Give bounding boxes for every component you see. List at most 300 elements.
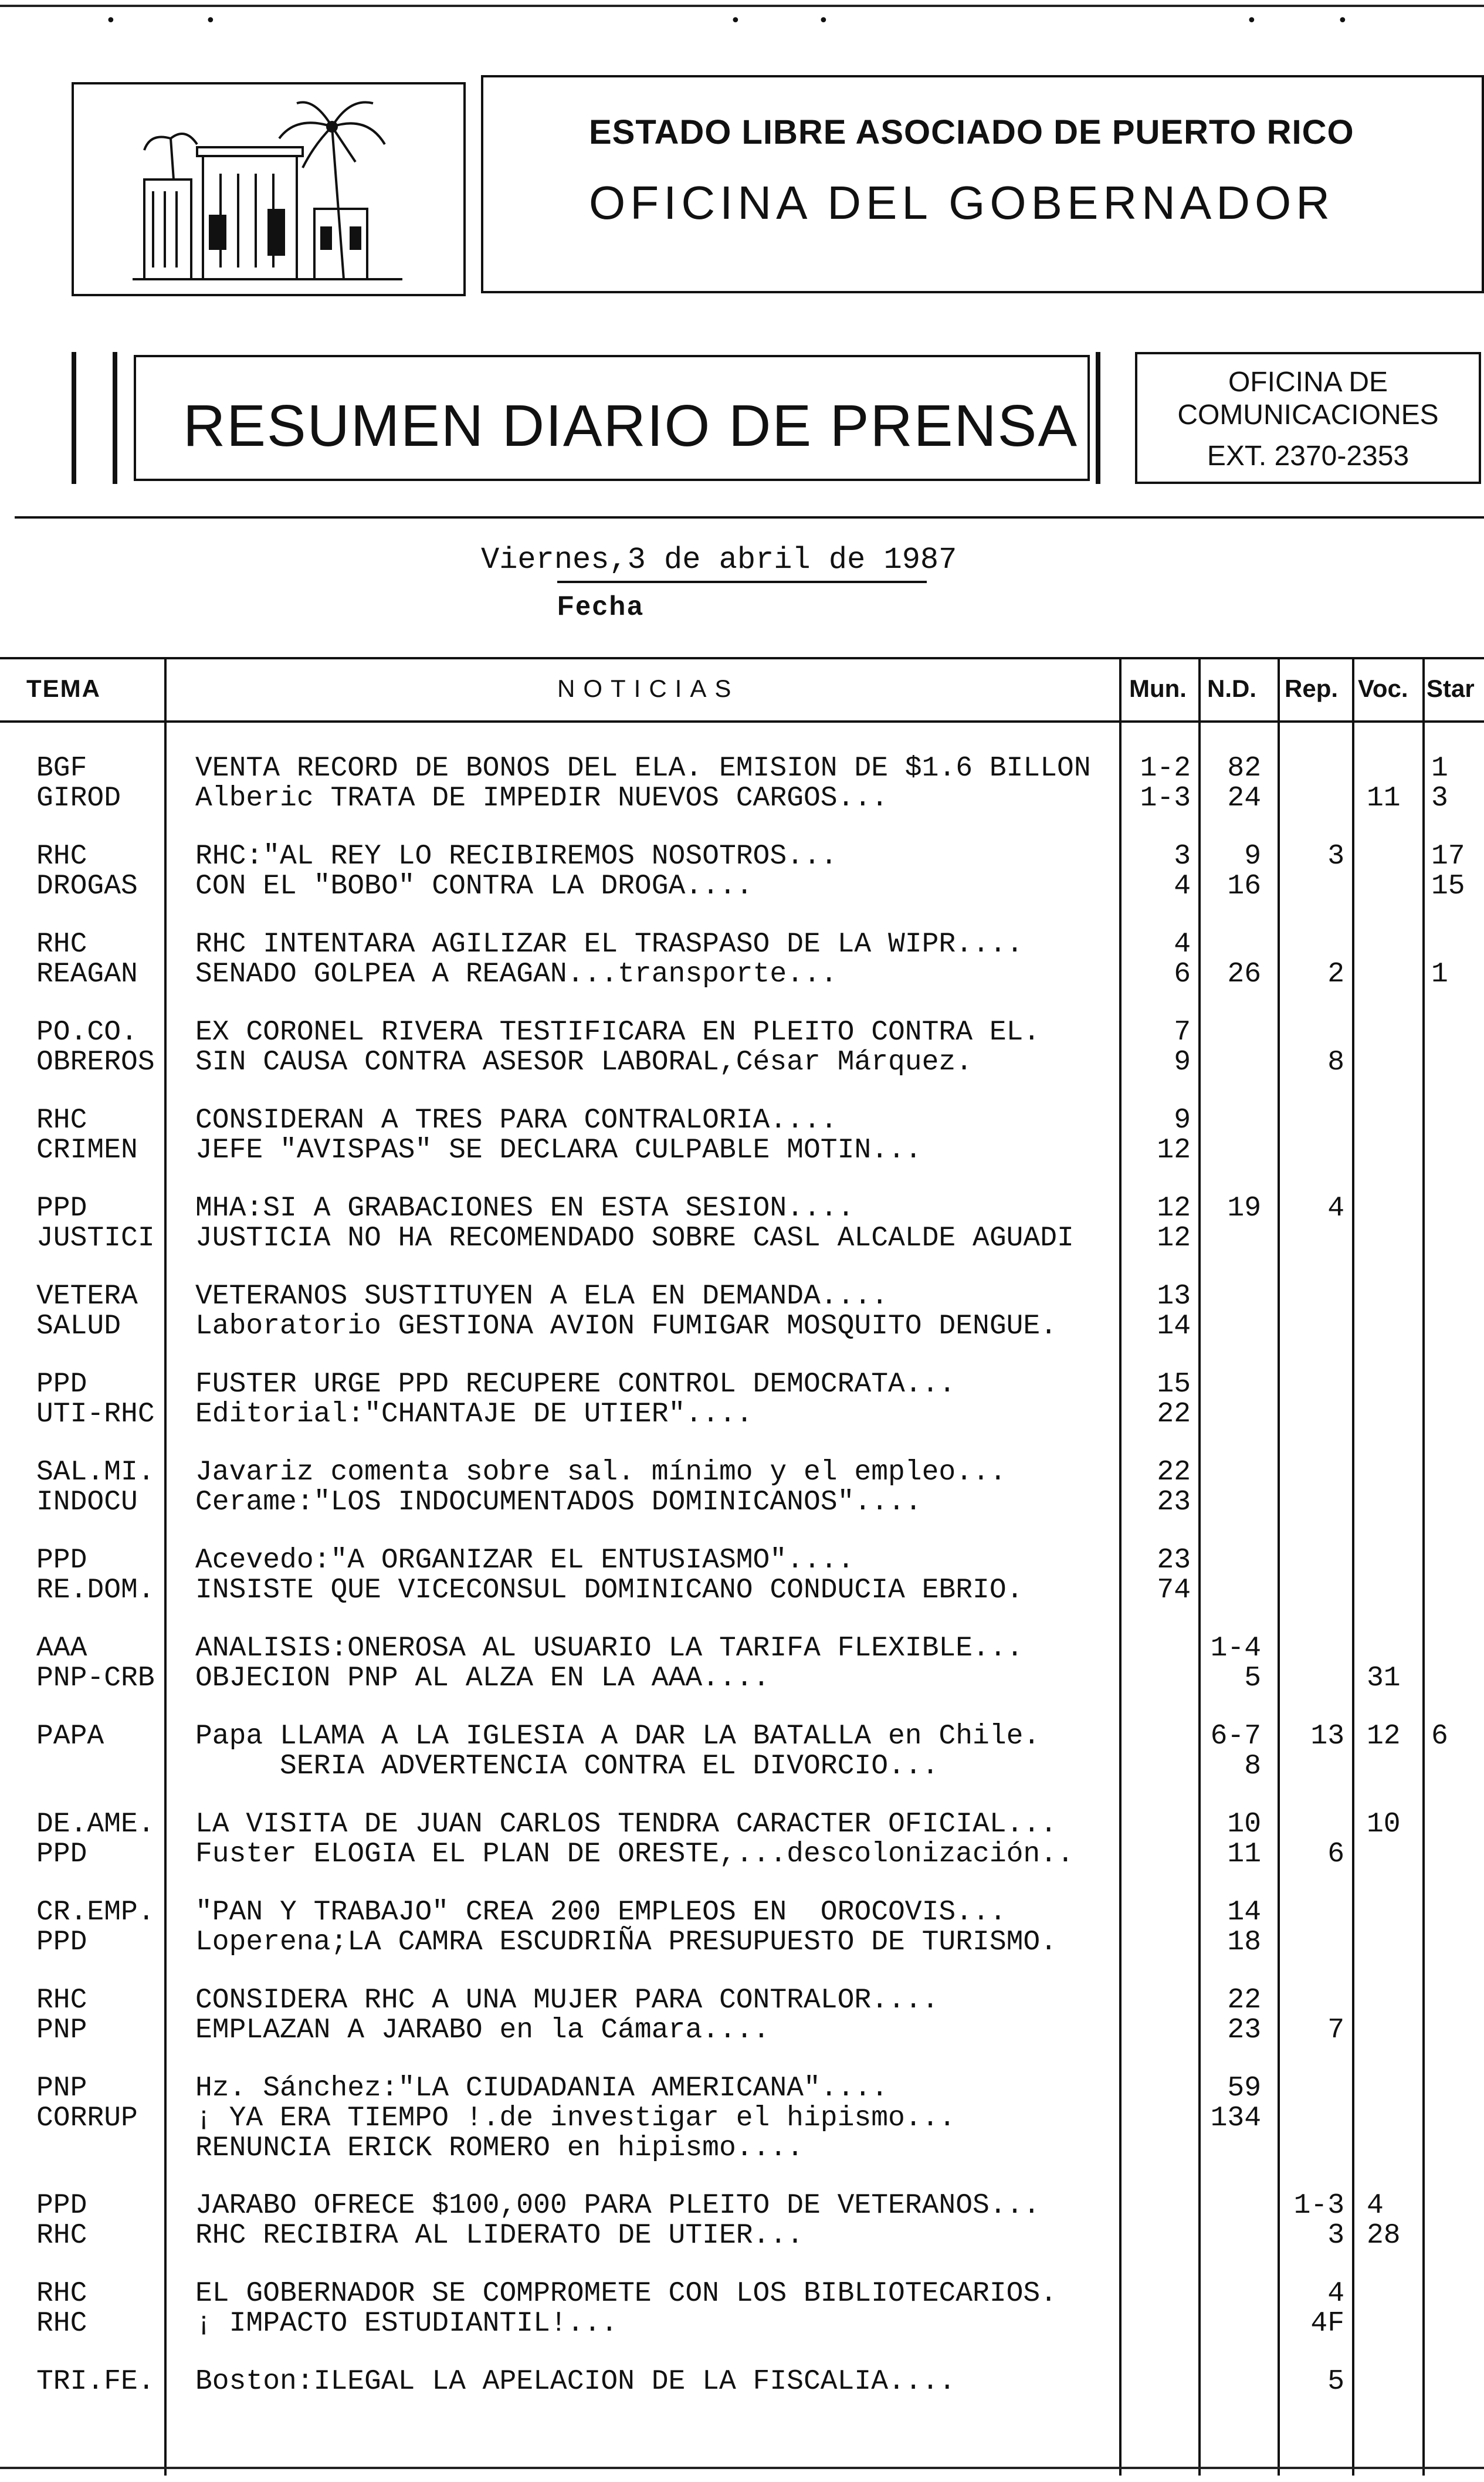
cell-noticias [195,1634,1116,1694]
cell-nd [1202,2074,1261,2163]
cell-star [1431,1106,1484,1166]
mun-line [1122,2279,1191,2309]
noticias-line: RHC INTENTARA AGILIZAR EL TRASPASO DE LA WIPR.... [195,929,1024,960]
column-header-noticias: NOTICIAS [557,675,740,702]
nd-line [1202,930,1261,960]
mun-line: 13 [1157,1281,1191,1312]
mun-line: 74 [1157,1574,1191,1606]
cell-star [1431,1194,1484,1254]
building-palm-illustration [121,92,414,285]
mun-line [1122,2134,1191,2163]
cell-rep [1280,2074,1344,2163]
cell-rep [1280,1546,1344,1606]
news-table [0,657,1484,2476]
nd-line [1202,2191,1261,2221]
cell-nd [1202,2279,1261,2339]
column-header-tema: TEMA [26,675,101,702]
cell-tema [36,1458,160,1518]
star-line [1431,1986,1484,2016]
mun-line: 4 [1174,929,1191,960]
nd-line [1202,1224,1261,1254]
rep-line [1280,1224,1344,1254]
voc-line [1367,2104,1425,2134]
cell-mun [1122,2279,1191,2339]
star-line [1431,930,1484,960]
mun-line [1122,2074,1191,2104]
noticias-line: RHC:"AL REY LO RECIBIREMOS NOSOTROS... [195,841,838,872]
voc-line [1367,1224,1425,1254]
noticias-line: JEFE "AVISPAS" SE DECLARA CULPABLE MOTIN... [195,1135,922,1166]
cell-noticias [195,2074,1116,2163]
star-line [1431,1018,1484,1048]
star-line [1431,1546,1484,1576]
nd-line [1202,1018,1261,1048]
star-line [1431,1458,1484,1488]
cell-noticias [195,1546,1116,1606]
cell-star [1431,1634,1484,1694]
star-line [1431,1576,1484,1606]
voc-line [1367,1370,1425,1400]
cell-nd [1202,2191,1261,2251]
cell-voc [1367,1282,1425,1342]
rep-line [1280,1370,1344,1400]
tema-line: BGF [36,753,87,784]
rep-line [1280,2074,1344,2104]
tema-line: CORRUP [36,2102,138,2134]
rep-line: 6 [1327,1838,1344,1870]
noticias-line: RENUNCIA ERICK ROMERO en hipismo.... [195,2132,804,2164]
tema-line [36,2134,160,2163]
cell-tema [36,1722,160,1782]
star-line [1431,1810,1484,1840]
tema-line: RHC [36,1105,87,1136]
tema-line: AAA [36,1633,87,1664]
nd-line: 59 [1227,2073,1261,2104]
rep-line: 2 [1327,959,1344,990]
rep-line [1280,1400,1344,1430]
nd-line [1202,1488,1261,1518]
mun-line: 1-3 [1140,783,1191,814]
tema-line: PAPA [36,1721,104,1752]
nd-line [1202,1370,1261,1400]
cell-voc [1367,2074,1425,2163]
star-line [1431,2074,1484,2104]
star-line [1431,2134,1484,2163]
cell-mun [1122,1282,1191,1342]
nd-line: 23 [1227,2014,1261,2046]
cell-mun [1122,2074,1191,2163]
nd-line: 8 [1244,1750,1261,1782]
cell-rep [1280,930,1344,990]
speck: • [730,11,741,31]
cell-rep [1280,1018,1344,1078]
voc-line: 12 [1367,1721,1401,1752]
rep-line [1280,1664,1344,1694]
cell-noticias [195,1458,1116,1518]
cell-star [1431,1546,1484,1606]
tema-line: JUSTICI [36,1223,155,1254]
cell-nd [1202,1018,1261,1078]
star-line [1431,2221,1484,2251]
voc-line [1367,2016,1425,2046]
cell-mun [1122,930,1191,990]
cell-star [1431,1370,1484,1430]
noticias-line: "PAN Y TRABAJO" CREA 200 EMPLEOS EN OROCOVIS... [195,1897,1007,1928]
cell-voc [1367,1458,1425,1518]
column-divider [1352,657,1354,2476]
mun-line [1122,2221,1191,2251]
mun-line [1122,2016,1191,2046]
star-line [1431,1488,1484,1518]
cell-rep [1280,1986,1344,2046]
cell-mun [1122,1458,1191,1518]
nd-line [1202,1048,1261,1078]
column-header-voc: Voc. [1358,675,1408,702]
nd-line: 6-7 [1210,1721,1261,1752]
mun-line [1122,2309,1191,2339]
rep-line [1280,1752,1344,1782]
noticias-line: SENADO GOLPEA A REAGAN...transporte... [195,959,838,990]
rep-line [1280,2134,1344,2163]
cell-mun [1122,1194,1191,1254]
cell-mun [1122,1722,1191,1782]
noticias-line: ¡ YA ERA TIEMPO !.de investigar el hipismo... [195,2102,956,2134]
tema-line: RE.DOM. [36,1574,155,1606]
voc-line [1367,842,1425,872]
star-line: 1 [1431,959,1448,990]
voc-line [1367,1106,1425,1136]
date-underline [557,581,927,583]
noticias-line: EL GOBERNADOR SE COMPROMETE CON LOS BIBLIOTECARIOS. [195,2278,1058,2310]
cell-nd [1202,1282,1261,1342]
voc-line [1367,1282,1425,1312]
tema-line: PPD [36,1838,87,1870]
mun-line: 12 [1157,1223,1191,1254]
cell-rep [1280,2279,1344,2339]
mun-line: 7 [1174,1017,1191,1048]
cell-voc [1367,2367,1425,2397]
rep-line [1280,1282,1344,1312]
rep-line [1280,1458,1344,1488]
cell-tema [36,1194,160,1254]
nd-line [1202,1106,1261,1136]
voc-line [1367,754,1425,784]
speck: • [106,11,116,31]
nd-line [1202,1400,1261,1430]
table-header-border [0,720,1484,723]
bottom-border [0,2467,1484,2469]
noticias-line: Acevedo:"A ORGANIZAR EL ENTUSIASMO".... [195,1545,855,1576]
mun-line [1122,1664,1191,1694]
date-value: Viernes,3 de abril de 1987 [481,543,957,577]
cell-rep [1280,754,1344,814]
rep-line [1280,2104,1344,2134]
star-line [1431,1194,1484,1224]
cell-noticias [195,1018,1116,1078]
mun-line [1122,1810,1191,1840]
noticias-line: INSISTE QUE VICECONSUL DOMINICANO CONDUCIA EBRIO. [195,1574,1024,1606]
rep-line: 8 [1327,1047,1344,1078]
nd-line [1202,1546,1261,1576]
cell-voc [1367,2191,1425,2251]
voc-line: 31 [1367,1662,1401,1694]
cell-tema [36,1546,160,1606]
tema-line: SALUD [36,1311,121,1342]
tema-line: CR.EMP. [36,1897,155,1928]
tema-line: TRI.FE. [36,2366,155,2398]
star-line [1431,2191,1484,2221]
cell-tema [36,1282,160,1342]
cell-tema [36,1986,160,2046]
cell-star [1431,2191,1484,2251]
mun-line: 4 [1174,871,1191,902]
mun-line: 14 [1157,1311,1191,1342]
tema-line: CRIMEN [36,1135,138,1166]
tema-line: RHC [36,2278,87,2310]
voc-line [1367,2279,1425,2309]
cell-tema [36,1106,160,1166]
document-title: RESUMEN DIARIO DE PRENSA [183,393,1079,459]
mun-line [1122,2367,1191,2397]
star-line [1431,2279,1484,2309]
tema-line: PPD [36,2190,87,2222]
noticias-line: Hz. Sánchez:"LA CIUDADANIA AMERICANA".... [195,2073,888,2104]
cell-noticias [195,2367,1116,2397]
cell-voc [1367,2279,1425,2339]
star-line [1431,1106,1484,1136]
rep-line: 5 [1327,2366,1344,2398]
tema-line: OBREROS [36,1047,155,1078]
noticias-line: VETERANOS SUSTITUYEN A ELA EN DEMANDA.... [195,1281,888,1312]
voc-line [1367,1018,1425,1048]
rep-line [1280,1928,1344,1958]
cell-noticias [195,930,1116,990]
cell-mun [1122,2367,1191,2397]
cell-noticias [195,2191,1116,2251]
cell-voc [1367,1722,1425,1782]
nd-line: 18 [1227,1926,1261,1958]
noticias-line: JUSTICIA NO HA RECOMENDADO SOBRE CASL ALCALDE AGUADI [195,1223,1074,1254]
nd-line [1202,2221,1261,2251]
cell-noticias [195,1282,1116,1342]
mun-line: 9 [1174,1047,1191,1078]
mun-line [1122,1928,1191,1958]
tema-line: RHC [36,1985,87,2016]
noticias-line: ANALISIS:ONEROSA AL USUARIO LA TARIFA FLEXIBLE... [195,1633,1024,1664]
star-line: 1 [1431,753,1448,784]
tema-line: RHC [36,2220,87,2251]
table-top-border [0,657,1484,659]
cell-nd [1202,1722,1261,1782]
logo-box [72,82,466,296]
mun-line: 9 [1174,1105,1191,1136]
star-line [1431,1048,1484,1078]
cell-tema [36,842,160,902]
voc-line [1367,1312,1425,1342]
tema-line: UTI-RHC [36,1399,155,1430]
voc-line [1367,2309,1425,2339]
cell-rep [1280,1458,1344,1518]
cell-nd [1202,1106,1261,1166]
cell-mun [1122,1986,1191,2046]
tema-line: PPD [36,1193,87,1224]
tema-line: DE.AME. [36,1809,155,1840]
cell-nd [1202,1898,1261,1958]
cell-mun [1122,1898,1191,1958]
rep-line: 3 [1327,841,1344,872]
cell-tema [36,2367,160,2397]
cell-star [1431,1810,1484,1870]
cell-tema [36,1018,160,1078]
nd-line [1202,1458,1261,1488]
nd-line: 5 [1244,1662,1261,1694]
noticias-line: Fuster ELOGIA EL PLAN DE ORESTE,...descolonización.. [195,1838,1074,1870]
cell-rep [1280,1194,1344,1254]
noticias-line: Editorial:"CHANTAJE DE UTIER".... [195,1399,753,1430]
cell-star [1431,1018,1484,1078]
cell-voc [1367,754,1425,814]
star-line [1431,1370,1484,1400]
star-line: 15 [1431,871,1465,902]
tema-line: DROGAS [36,871,138,902]
cell-voc [1367,1898,1425,1958]
cell-rep [1280,1810,1344,1870]
noticias-line: Alberic TRATA DE IMPEDIR NUEVOS CARGOS... [195,783,888,814]
cell-nd [1202,754,1261,814]
tema-line [36,1752,160,1782]
cell-noticias [195,842,1116,902]
voc-line [1367,930,1425,960]
office-line: COMUNICACIONES [1177,399,1439,431]
cell-nd [1202,1194,1261,1254]
decorative-bar [1096,352,1100,484]
top-border [0,5,1484,7]
voc-line [1367,960,1425,990]
star-line: 3 [1431,783,1448,814]
noticias-line: VENTA RECORD DE BONOS DEL ELA. EMISION DE $1.6 BILLON [195,753,1091,784]
tema-line: PNP [36,2014,87,2046]
cell-mun [1122,1634,1191,1694]
voc-line [1367,1546,1425,1576]
rep-line [1280,754,1344,784]
cell-star [1431,1898,1484,1958]
cell-noticias [195,1722,1116,1782]
cell-rep [1280,2191,1344,2251]
cell-rep [1280,1722,1344,1782]
cell-tema [36,2279,160,2339]
nd-line: 134 [1210,2102,1261,2134]
rep-line [1280,784,1344,814]
mun-line: 6 [1174,959,1191,990]
date-label: Fecha [557,590,644,621]
mun-line: 22 [1157,1457,1191,1488]
noticias-line: Papa LLAMA A LA IGLESIA A DAR LA BATALLA en Chile. [195,1721,1041,1752]
cell-star [1431,2279,1484,2339]
cell-noticias [195,1986,1116,2046]
voc-line [1367,2074,1425,2104]
mun-line [1122,1840,1191,1870]
cell-mun [1122,2191,1191,2251]
office-name: OFICINA DEL GOBERNADOR [589,177,1334,229]
rep-line [1280,1986,1344,2016]
mun-line [1122,1898,1191,1928]
noticias-line: Laboratorio GESTIONA AVION FUMIGAR MOSQUITO DENGUE. [195,1311,1058,1342]
noticias-line: Boston:ILEGAL LA APELACION DE LA FISCALIA.... [195,2366,956,2398]
column-header-nd: N.D. [1207,675,1256,702]
mun-line [1122,1752,1191,1782]
cell-nd [1202,930,1261,990]
divider [15,516,1484,519]
mun-line: 12 [1157,1135,1191,1166]
star-line [1431,1224,1484,1254]
rep-line [1280,1634,1344,1664]
rep-line: 13 [1310,1721,1344,1752]
star-line [1431,1898,1484,1928]
voc-line: 10 [1367,1809,1401,1840]
star-line [1431,1634,1484,1664]
cell-nd [1202,1810,1261,1870]
voc-line: 28 [1367,2220,1401,2251]
rep-line [1280,872,1344,902]
voc-line [1367,1488,1425,1518]
cell-voc [1367,1810,1425,1870]
cell-nd [1202,842,1261,902]
mun-line [1122,1722,1191,1752]
cell-tema [36,2191,160,2251]
rep-line [1280,1312,1344,1342]
cell-mun [1122,1370,1191,1430]
cell-tema [36,930,160,990]
nd-line [1202,2367,1261,2397]
voc-line [1367,1986,1425,2016]
cell-rep [1280,1370,1344,1430]
cell-mun [1122,842,1191,902]
cell-star [1431,2367,1484,2397]
cell-star [1431,754,1484,814]
cell-rep [1280,1106,1344,1166]
noticias-line: CONSIDERA RHC A UNA MUJER PARA CONTRALOR.... [195,1985,939,2016]
cell-star [1431,1986,1484,2046]
mun-line: 3 [1174,841,1191,872]
nd-line [1202,2279,1261,2309]
rep-line: 1-3 [1293,2190,1344,2222]
star-line [1431,1928,1484,1958]
cell-nd [1202,1986,1261,2046]
rep-line: 4F [1310,2308,1344,2339]
mun-line: 23 [1157,1545,1191,1576]
cell-tema [36,1810,160,1870]
cell-star [1431,842,1484,902]
cell-voc [1367,930,1425,990]
cell-voc [1367,1194,1425,1254]
noticias-line: ¡ IMPACTO ESTUDIANTIL!... [195,2308,618,2339]
cell-tema [36,1898,160,1958]
cell-mun [1122,1546,1191,1606]
noticias-line: EX CORONEL RIVERA TESTIFICARA EN PLEITO CONTRA EL. [195,1017,1041,1048]
noticias-line: Javariz comenta sobre sal. mínimo y el empleo... [195,1457,1007,1488]
cell-star [1431,1722,1484,1782]
rep-line: 4 [1327,2278,1344,2310]
noticias-line: Cerame:"LOS INDOCUMENTADOS DOMINICANOS".... [195,1487,922,1518]
noticias-line: SERIA ADVERTENCIA CONTRA EL DIVORCIO... [195,1750,939,1782]
noticias-line: Loperena;LA CAMRA ESCUDRIÑA PRESUPUESTO DE TURISMO. [195,1926,1058,1958]
noticias-line: MHA:SI A GRABACIONES EN ESTA SESION.... [195,1193,855,1224]
cell-noticias [195,1810,1116,1870]
star-line [1431,1400,1484,1430]
cell-noticias [195,754,1116,814]
nd-line [1202,1576,1261,1606]
mun-line: 1-2 [1140,753,1191,784]
